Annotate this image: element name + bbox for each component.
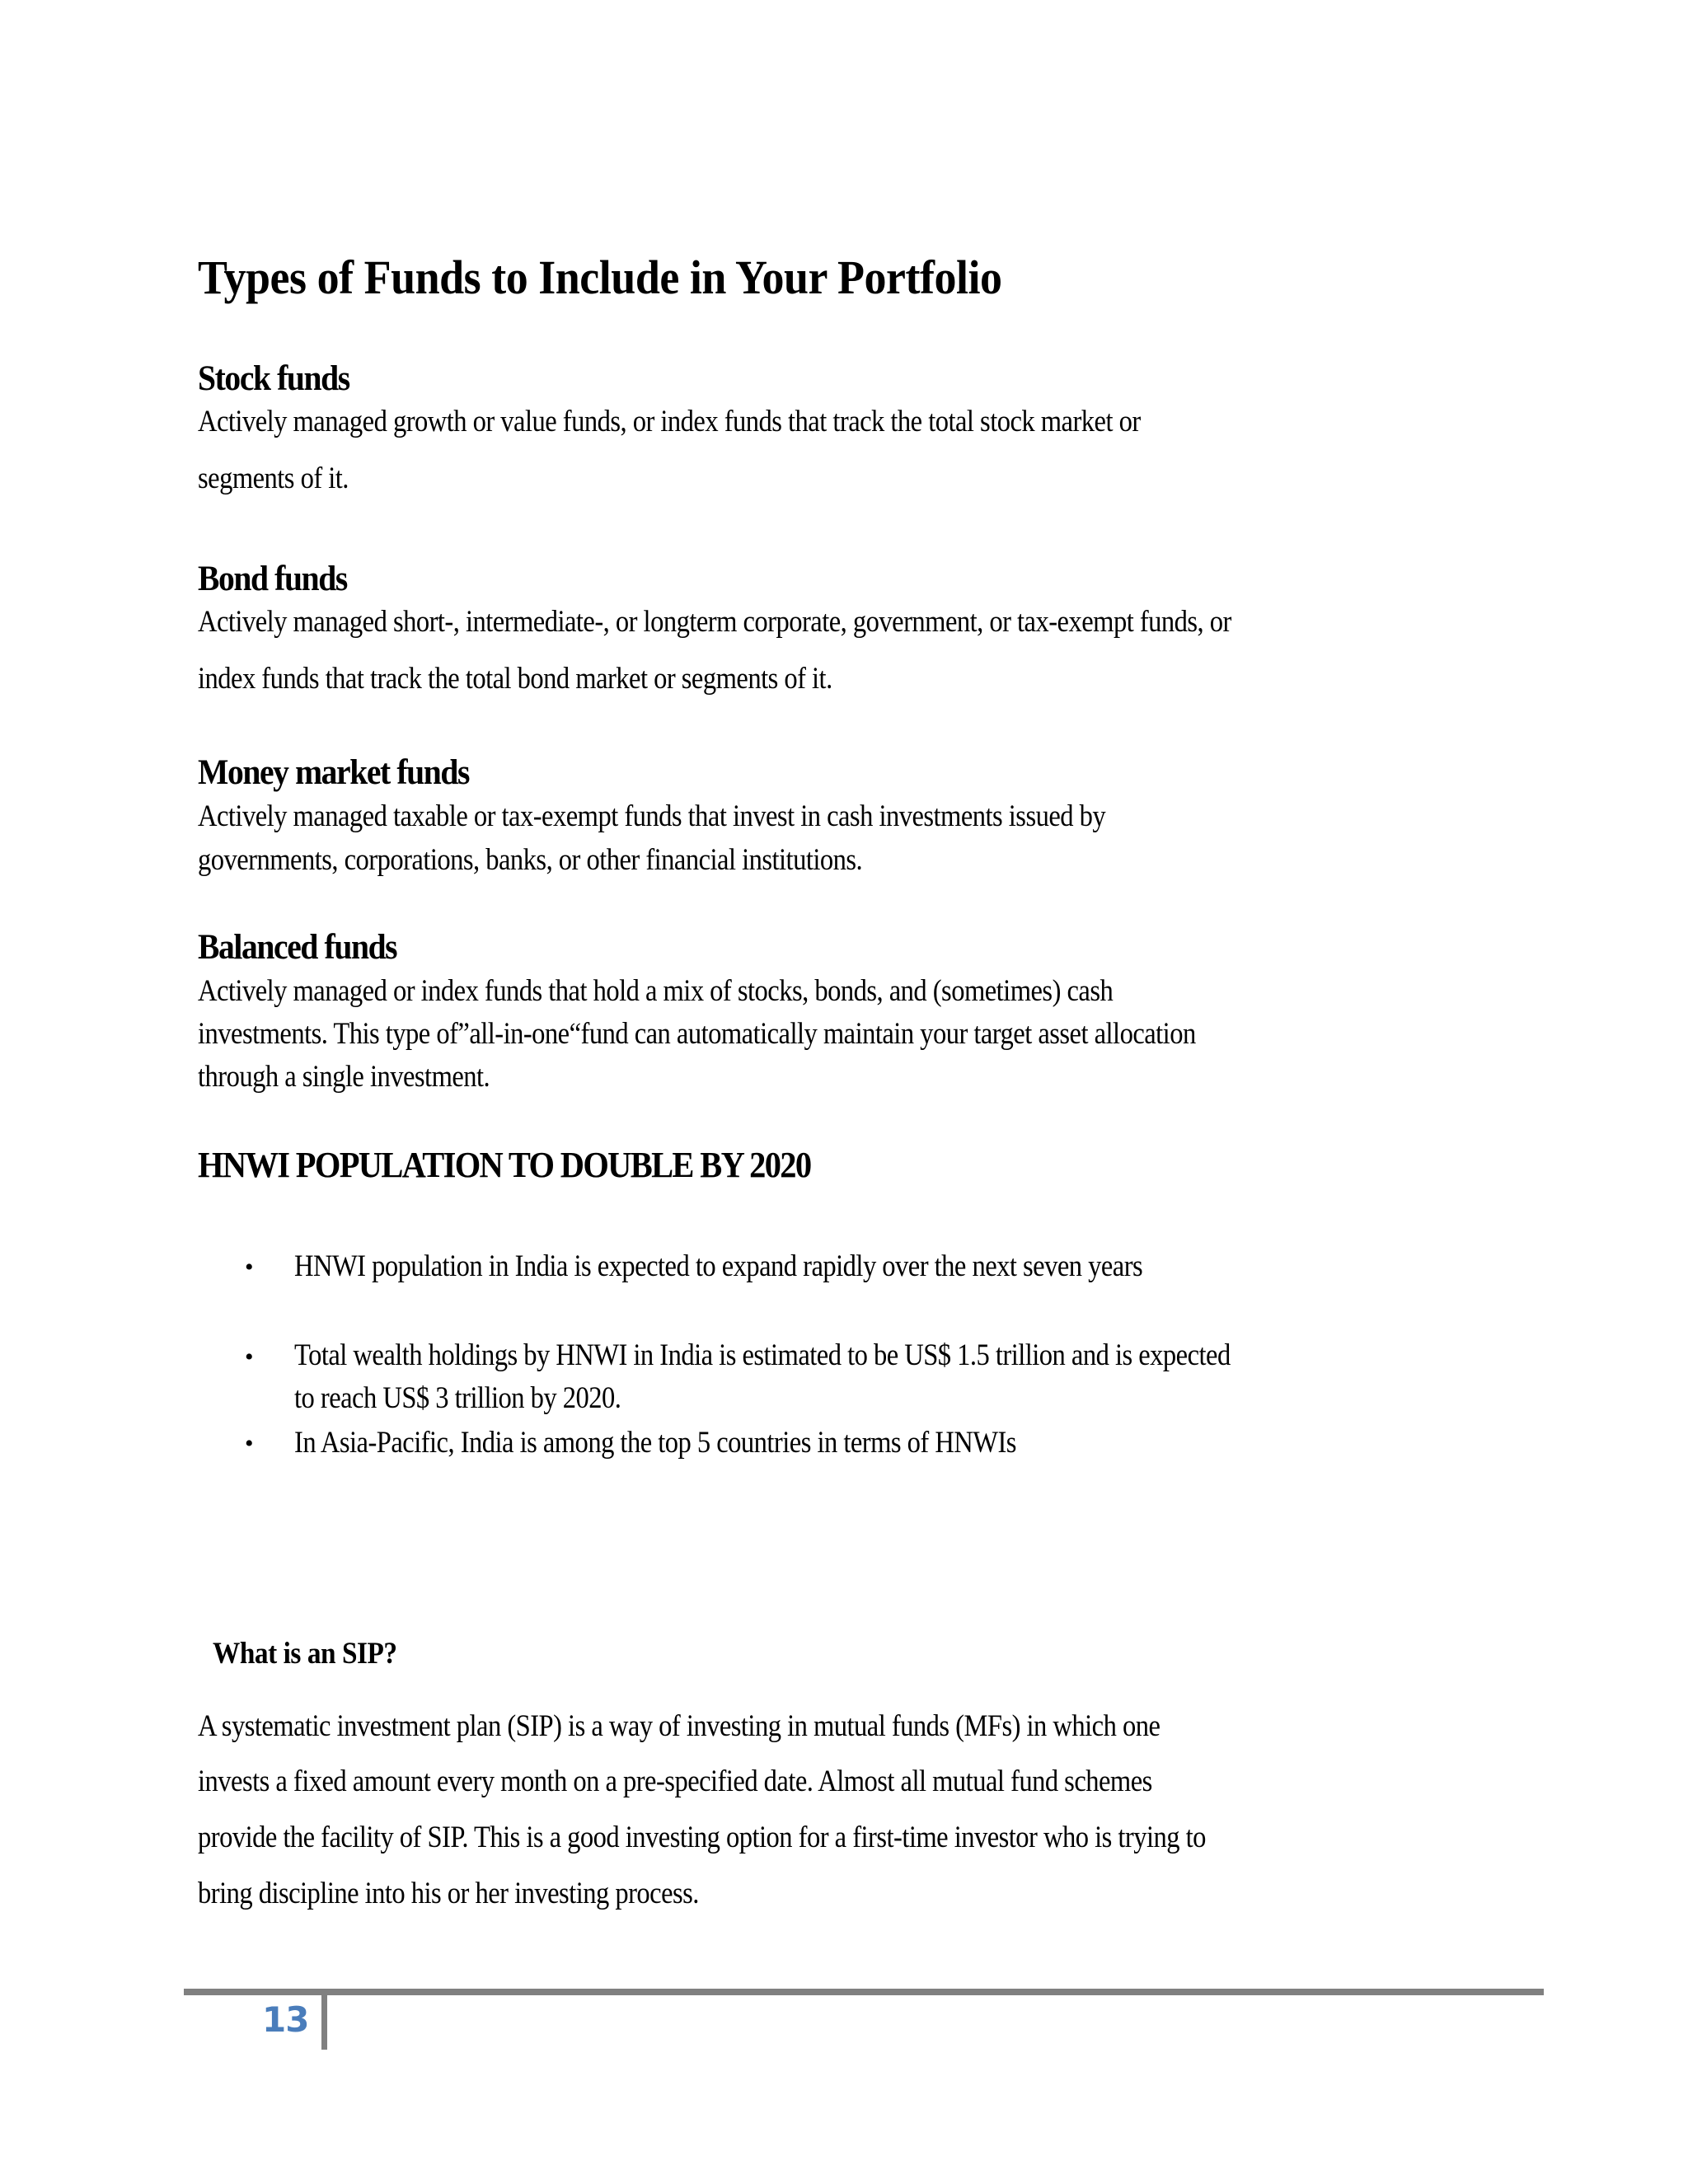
money-market-line-2: governments, corporations, banks, or other financial institutions. bbox=[198, 843, 863, 877]
sip-line-1: A systematic investment plan (SIP) is a way of investing in mutual funds (MFs) in which one bbox=[198, 1709, 1160, 1743]
section-heading-stock-funds: Stock funds bbox=[198, 359, 349, 398]
page-number: 13 bbox=[262, 1999, 309, 2040]
bullet-icon: • bbox=[245, 1343, 254, 1371]
hnwi-bullet-2-line-1: Total wealth holdings by HNWI in India is estimated to be US$ 1.5 trillion and is expected bbox=[294, 1338, 1231, 1372]
hnwi-heading: HNWI POPULATION TO DOUBLE BY 2020 bbox=[198, 1145, 811, 1185]
section-heading-balanced-funds: Balanced funds bbox=[198, 928, 397, 967]
stock-funds-line-1: Actively managed growth or value funds, or index funds that track the total stock market or bbox=[198, 405, 1141, 438]
footer-divider bbox=[321, 1989, 327, 2050]
section-heading-money-market-funds: Money market funds bbox=[198, 753, 470, 792]
balanced-funds-line-3: through a single investment. bbox=[198, 1060, 490, 1094]
balanced-funds-line-1: Actively managed or index funds that hold a mix of stocks, bonds, and (sometimes) cash bbox=[198, 974, 1114, 1008]
section-heading-bond-funds: Bond funds bbox=[198, 560, 347, 598]
hnwi-bullet-3: In Asia-Pacific, India is among the top 5 countries in terms of HNWIs bbox=[294, 1426, 1016, 1460]
hnwi-bullet-1: HNWI population in India is expected to expand rapidly over the next seven years bbox=[294, 1249, 1143, 1283]
bullet-icon: • bbox=[245, 1254, 254, 1281]
sip-line-3: provide the facility of SIP. This is a good investing option for a first-time investor who is trying to bbox=[198, 1821, 1206, 1854]
page-title: Types of Funds to Include in Your Portfolio bbox=[198, 251, 1002, 304]
bond-funds-line-1: Actively managed short-, intermediate-, or longterm corporate, government, or tax-exempt funds, or bbox=[198, 605, 1231, 639]
stock-funds-line-2: segments of it. bbox=[198, 462, 349, 495]
balanced-funds-line-2: investments. This type of”all-in-one“fund can automatically maintain your target asset allocation bbox=[198, 1017, 1196, 1051]
money-market-line-1: Actively managed taxable or tax-exempt funds that invest in cash investments issued by bbox=[198, 799, 1106, 833]
footer-rule bbox=[184, 1989, 1544, 1995]
sip-line-2: invests a fixed amount every month on a pre-specified date. Almost all mutual fund schemes bbox=[198, 1765, 1152, 1798]
hnwi-bullet-2-line-2: to reach US$ 3 trillion by 2020. bbox=[294, 1381, 621, 1415]
sip-heading: What is an SIP? bbox=[213, 1637, 397, 1671]
bond-funds-line-2: index funds that track the total bond market or segments of it. bbox=[198, 662, 832, 696]
sip-line-4: bring discipline into his or her investing process. bbox=[198, 1877, 699, 1910]
bullet-icon: • bbox=[245, 1430, 254, 1457]
